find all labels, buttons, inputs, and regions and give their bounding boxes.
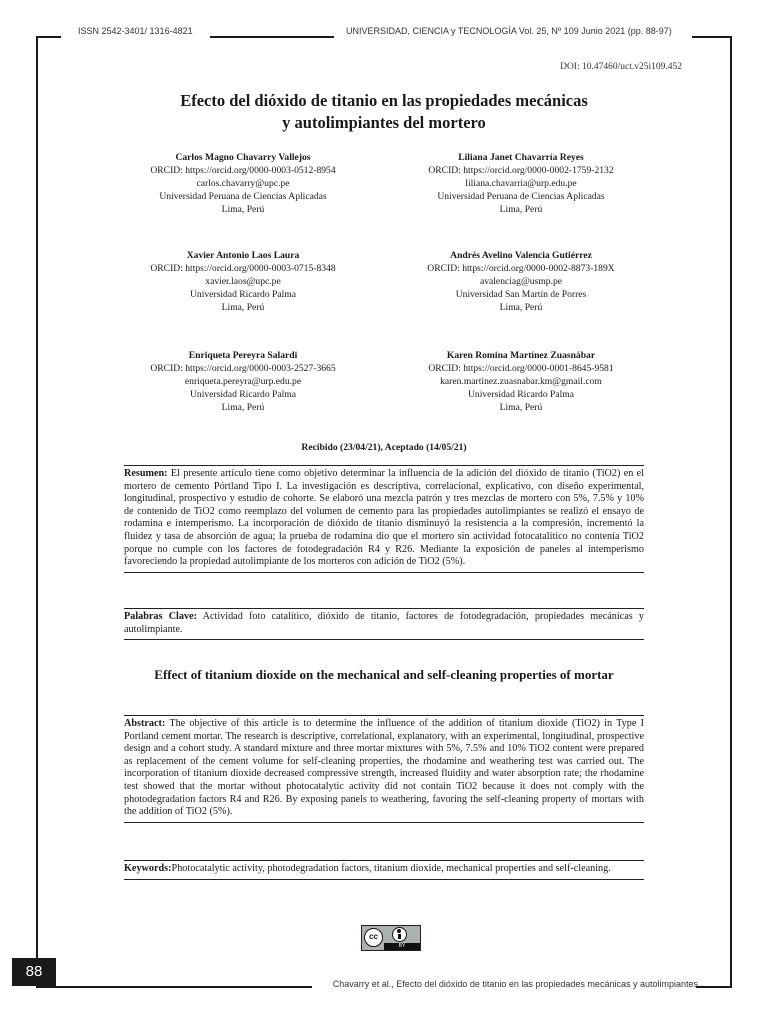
author-name: Karen Romina Martínez Zuasnábar [446,350,596,361]
author-email[interactable]: avalenciag@usmp.pe [479,276,563,288]
author-city: Lima, Perú [221,204,265,216]
frame-bottom-right [696,986,732,988]
author-5 [108,349,378,414]
frame-left [36,36,38,958]
author-email[interactable]: karen.martinez.zuasnabar.km@gmail.com [440,376,602,388]
author-email[interactable]: xavier.laos@upc.pe [205,276,281,288]
abstract-text: The objective of this article is to determine the influence of the addition of titanium dioxide (TiO2) in Type I Portland cement mortar. The research is descriptive, correlational, explanatory, with an experimental, longitudinal, prospective design and a cohort study. A standard mixture and three mortar mixtures with 5%, 7.5% and 10% TiO2 content were prepared as replacement of the cement volume for self-cleaning properties, the rhodamine and weathering test was carried out. The incorporation of titanium dioxide decreased compressive strength, increased fluidity and water absorption rate; the rhodamine test showed that the mortar without photocatalytic activity did not contain TiO2 because it does not comply with the photodegradation factors R4 and R26. By exposing panels to weathering, favoring the self-cleaning property of mortars with the addition of TiO2 (5%). [124,718,644,818]
frame-top-right [692,36,732,38]
title-line-2: y autolimpiantes del mortero [282,113,486,132]
abstract-label: Abstract: [124,718,166,729]
author-city: Lima, Perú [499,302,543,314]
resumen-box [124,465,644,573]
by-label: BY [384,943,420,950]
author-orcid[interactable]: ORCID: https://orcid.org/0000-0001-8645-9581 [428,363,614,375]
author-institution: Universidad San Martín de Porres [455,289,587,301]
attribution-icon [392,927,407,942]
author-orcid[interactable]: ORCID: https://orcid.org/0000-0003-2527-3665 [150,363,336,375]
frame-bottom-left [36,986,312,988]
author-city: Lima, Perú [499,204,543,216]
resumen-label: Resumen: [124,468,168,479]
cc-by-license-badge[interactable] [361,925,421,951]
keywords-text: Photocatalytic activity, photodegradation factors, titanium dioxide, mechanical properties and self-cleaning. [171,863,611,874]
author-email[interactable]: carlos.chavarry@upc.pe [196,178,290,190]
author-name: Andrés Avelino Valencia Gutiérrez [450,250,592,261]
cc-icon: cc [364,928,383,947]
author-name: Liliana Janet Chavarría Reyes [458,152,584,163]
page-number: 88 [12,958,56,986]
author-6 [386,349,656,414]
author-3 [108,249,378,314]
doi[interactable]: DOI: 10.47460/uct.v25i109.452 [560,62,682,72]
keywords-label: Keywords: [124,863,172,874]
palabras-clave-box [124,608,644,640]
title-line-1: Efecto del dióxido de titanio en las propiedades mecánicas [180,91,588,110]
author-city: Lima, Perú [221,402,265,414]
keywords-box [124,860,644,880]
author-2 [386,151,656,216]
palabras-clave-label: Palabras Clave: [124,611,197,622]
running-footer: Chavarry et al., Efecto del dióxido de titanio en las propiedades mecánicas y autolimpiantes [332,979,698,989]
author-orcid[interactable]: ORCID: https://orcid.org/0000-0003-0715-8348 [150,263,336,275]
author-name: Xavier Antonio Laos Laura [186,250,300,261]
author-orcid[interactable]: ORCID: https://orcid.org/0000-0002-1759-2132 [428,165,614,177]
english-title: Effect of titanium dioxide on the mechanical and self-cleaning properties of mortar [154,667,614,682]
author-orcid[interactable]: ORCID: https://orcid.org/0000-0002-8873-189X [427,263,615,275]
author-city: Lima, Perú [221,302,265,314]
author-institution: Universidad Peruana de Ciencias Aplicadas [159,191,327,203]
resumen-text: El presente artículo tiene como objetivo determinar la influencia de la adición del dióxido de titanio (TiO2) en el mortero de cemento Pórtland Tipo I. La investigación es descriptiva, correlacional, explicativo, con diseño experimental, longitudinal, prospectivo y estudio de cohorte. Se elaboró una mezcla patrón y tres mezclas de mortero con 5%, 7.5% y 10% de contenido de TiO2 como reemplazo del volumen de cemento para las propiedades autolimpiantes se realizó el ensayo de rodamina e intemperismo. La incorporación de dióxido de titanio disminuyó la resistencia a la compresión, incrementó la fluidez y tasa de absorción de agua; la prueba de rodamina dio que el mortero sin actividad fotocatalítico no contenía TiO2 porque no cumple con los factores de fotodegradación R4 y R26. Mediante la exposición de paneles al intemperismo favoreciendo la propiedad autolimpiante de los morteros con adición de TiO2 (5%). [124,468,644,568]
author-city: Lima, Perú [499,402,543,414]
issn: ISSN 2542-3401/ 1316-4821 [78,26,193,36]
journal-header: UNIVERSIDAD, CIENCIA y TECNOLOGÍA Vol. 25, Nº 109 Junio 2021 (pp. 88-97) [346,26,672,36]
frame-right [730,36,732,988]
author-institution: Universidad Peruana de Ciencias Aplicadas [437,191,605,203]
author-email[interactable]: enriqueta.pereyra@urp.edu.pe [184,376,302,388]
abstract-box [124,715,644,823]
received-accepted-dates: Recibido (23/04/21), Aceptado (14/05/21) [301,442,467,453]
author-email[interactable]: liliana.chavarria@urp.edu.pe [465,178,577,190]
author-4 [386,249,656,314]
frame-top-left [36,36,61,38]
frame-top-middle [210,36,334,38]
author-institution: Universidad Ricardo Palma [467,389,575,401]
author-institution: Universidad Ricardo Palma [189,289,297,301]
author-name: Carlos Magno Chavarry Vallejos [175,152,311,163]
author-institution: Universidad Ricardo Palma [189,389,297,401]
author-1 [108,151,378,216]
article-title [100,90,668,134]
author-name: Enriqueta Pereyra Salardi [188,350,298,361]
author-orcid[interactable]: ORCID: https://orcid.org/0000-0003-0512-8954 [150,165,336,177]
palabras-clave-text: Actividad foto catalítico, dióxido de titanio, factores de fotodegradación, propiedades mecánicas y autolimpiante. [124,611,644,635]
